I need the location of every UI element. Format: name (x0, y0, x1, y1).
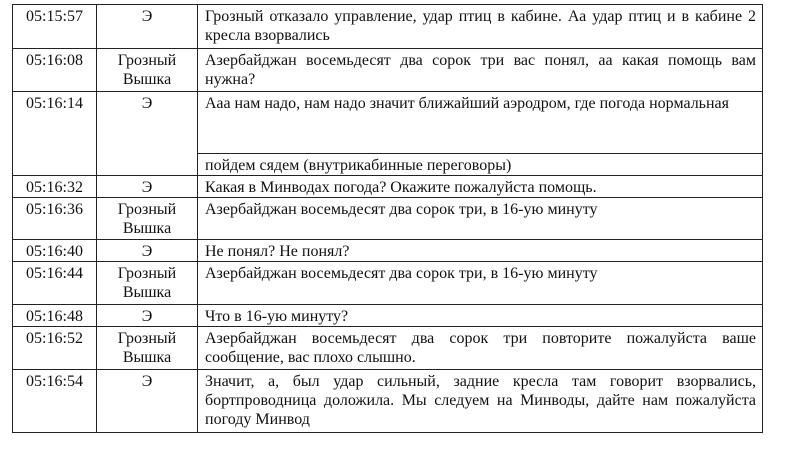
table-row (13, 370, 763, 433)
message-cell: Грозный отказало управление, удар птиц в кабине. Аа удар птиц и в кабине 2 кресла взорвались (198, 5, 763, 49)
message-cell: Значит, а, был удар сильный, задние кресла там говорит взорвались, бортпроводница доложила. Мы следуем на Минводы, дайте нам пожалуйста погоду Минвод (198, 370, 763, 433)
message-cell: Азербайджан восемьдесят два сорок три, в 16-ую минуту (198, 198, 763, 240)
time-cell: 05:16:08 (13, 49, 97, 92)
time-cell: 05:16:54 (13, 370, 97, 433)
time-cell: 05:16:40 (13, 240, 97, 262)
speaker-cell: Э (97, 176, 198, 198)
time-cell: 05:16:44 (13, 262, 97, 305)
speaker-cell: Грозный Вышка (97, 198, 198, 240)
speaker-cell: Э (97, 370, 198, 433)
table-row (13, 198, 763, 240)
time-cell: 05:16:14 (13, 92, 97, 176)
speaker-cell: Э (97, 240, 198, 262)
speaker-cell: Грозный Вышка (97, 49, 198, 92)
message-cell: Не понял? Не понял? (198, 240, 763, 262)
table-row (13, 49, 763, 92)
transcript-table (12, 4, 763, 433)
message-cell: Что в 16-ую минуту? (198, 305, 763, 327)
time-cell: 05:16:32 (13, 176, 97, 198)
table-row (13, 327, 763, 370)
speaker-cell: Э (97, 5, 198, 49)
message-cell: Какая в Минводах погода? Окажите пожалуйста помощь. (198, 176, 763, 198)
speaker-cell: Э (97, 92, 198, 176)
table-row (13, 262, 763, 305)
speaker-cell: Грозный Вышка (97, 327, 198, 370)
message-cell: Азербайджан восемьдесят два сорок три, в 16-ую минуту (198, 262, 763, 305)
speaker-cell: Грозный Вышка (97, 262, 198, 305)
table-row (13, 92, 763, 154)
time-cell: 05:15:57 (13, 5, 97, 49)
time-cell: 05:16:52 (13, 327, 97, 370)
table-row (13, 5, 763, 49)
time-cell: 05:16:48 (13, 305, 97, 327)
message-cell-continuation: пойдем сядем (внутрикабинные переговоры) (198, 154, 763, 176)
message-cell: Ааа нам надо, нам надо значит ближайший аэродром, где погода нормальная (198, 92, 763, 154)
time-cell: 05:16:36 (13, 198, 97, 240)
message-cell: Азербайджан восемьдесят два сорок три повторите пожалуйста ваше сообщение, вас плохо слышно. (198, 327, 763, 370)
speaker-cell: Э (97, 305, 198, 327)
message-cell: Азербайджан восемьдесят два сорок три вас понял, аа какая помощь вам нужна? (198, 49, 763, 92)
table-row (13, 305, 763, 327)
table-row (13, 176, 763, 198)
table-row (13, 240, 763, 262)
